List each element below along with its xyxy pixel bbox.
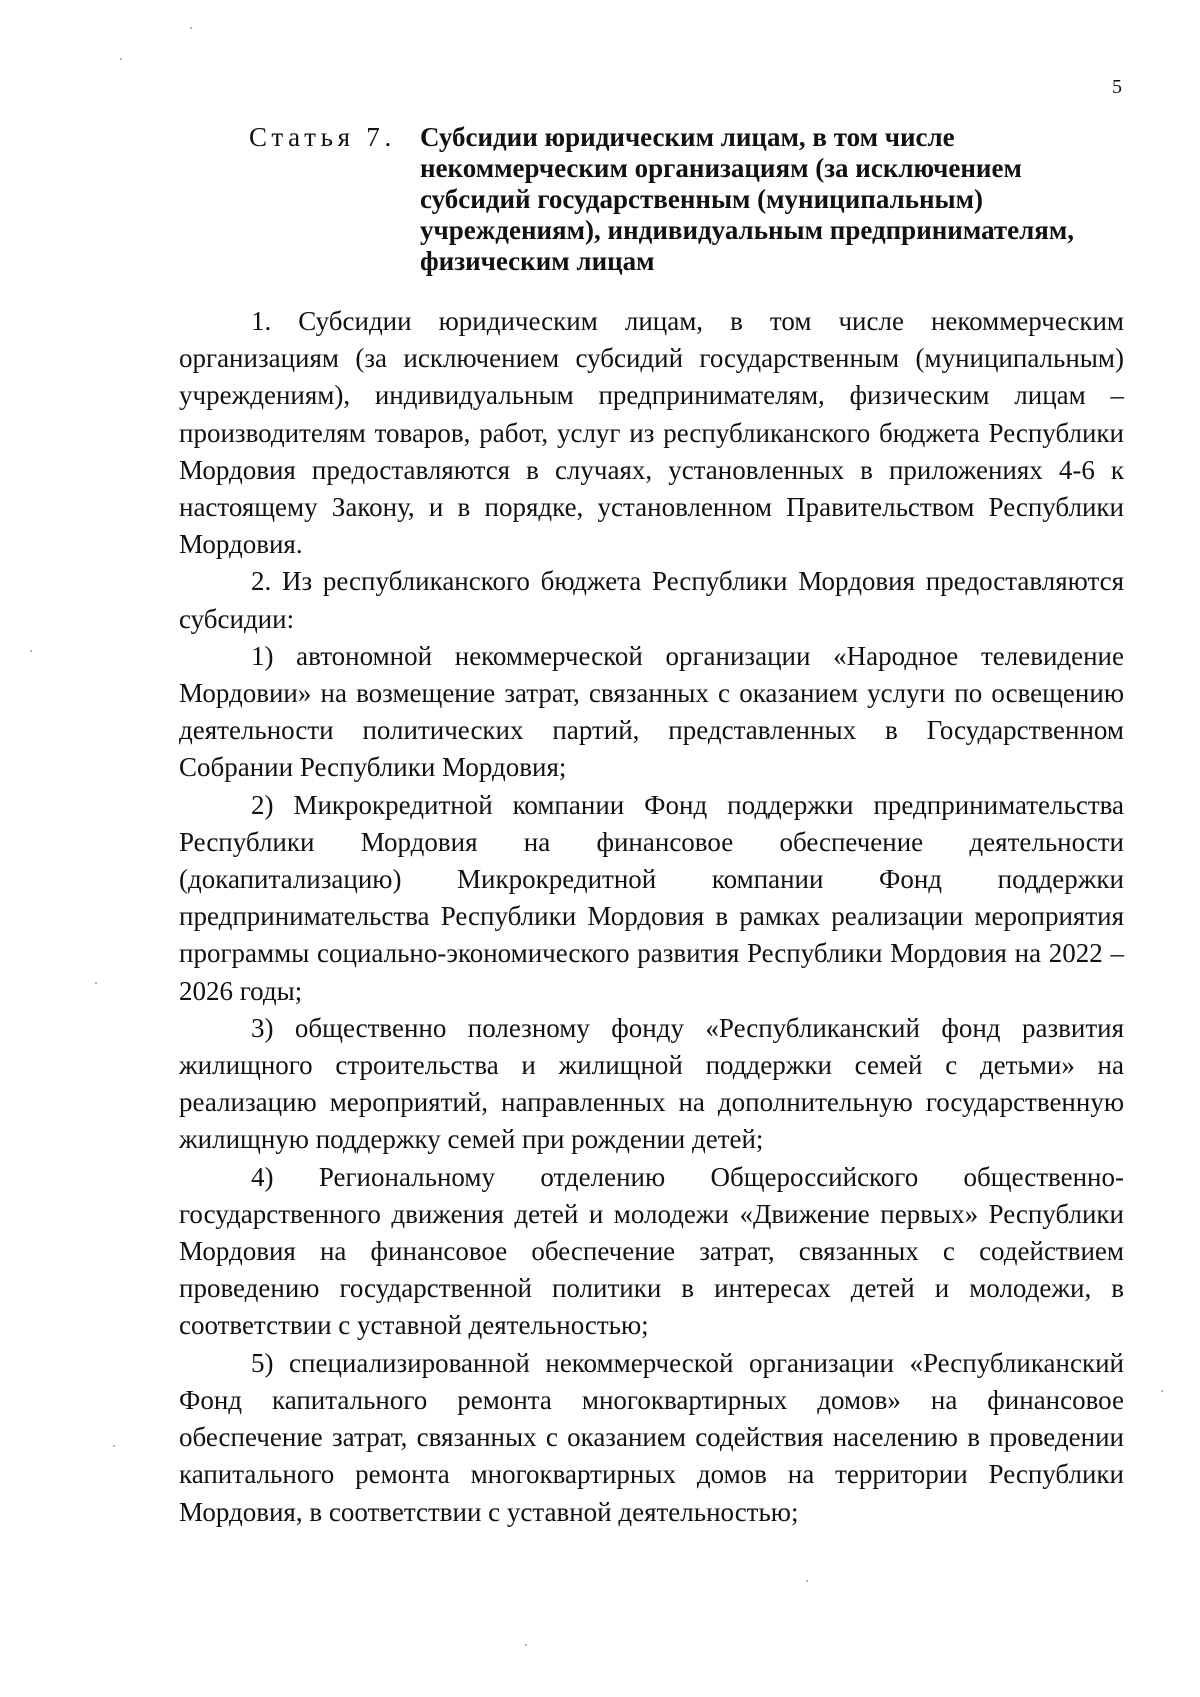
paragraph-2: 2. Из республиканского бюджета Республики Мордовия предоставляются субсидии: bbox=[179, 566, 1124, 634]
scan-speck bbox=[113, 1445, 115, 1447]
scan-speck bbox=[190, 27, 192, 29]
list-item-3: 3) общественно полезному фонду «Республиканский фонд развития жилищного строительства и жилищной поддержки семей с детьми» на реализацию мероприятий, направленных на дополнительную государственную жилищную поддержку семей при рождении детей; bbox=[179, 1012, 1124, 1155]
list-item-2: 2) Микрокредитной компании Фонд поддержки предпринимательства Республики Мордовия на финансовое обеспечение деятельности (докапитализацию) Микрокредитной компании Фонд поддержки предпринимательства Республики Мордовия в рамках реализации мероприятия программы социально-экономического развития Республики Мордовия на 2022 – 2026 годы; bbox=[179, 789, 1124, 1006]
list-item-5: 5) специализированной некоммерческой организации «Республиканский Фонд капитального ремонта многоквартирных домов» на финансовое обеспечение затрат, связанных с оказанием содействия населению в проведении капитального ремонта многоквартирных домов на территории Республики Мордовия, в соответствии с уставной деятельностью; bbox=[179, 1347, 1124, 1527]
scan-speck bbox=[95, 982, 97, 984]
paragraph-1: 1. Субсидии юридическим лицам, в том числе некоммерческим организациям (за исключением субсидий государственным (муниципальным) учреждениям), индивидуальным предпринимателям, физическим лицам – производителям товаров, работ, услуг из республиканского бюджета Республики Мордовия предоставляются в случаях, установленных в приложениях 4-6 к настоящему Закону, и в порядке, установленном Правительством Республики Мордовия. bbox=[179, 306, 1124, 560]
scan-speck bbox=[806, 1580, 808, 1582]
article-body bbox=[179, 303, 1124, 1531]
page-number: 5 bbox=[1112, 76, 1122, 98]
article-title: Субсидии юридическим лицам, в том числе некоммерческим организациям (за исключением субсидий государственным (муниципальным) учреждениям), индивидуальным предпринимателям, физическим лицам bbox=[420, 122, 1075, 276]
scan-speck bbox=[120, 58, 122, 60]
scan-speck bbox=[1161, 1390, 1163, 1392]
list-item-4: 4) Региональному отделению Общероссийского общественно-государственного движения детей и молодежи «Движение первых» Республики Мордовия на финансовое обеспечение затрат, связанных с содействием проведению государственной политики в интересах детей и молодежи, в соответствии с уставной деятельностью; bbox=[179, 1161, 1124, 1341]
list-item-1: 1) автономной некоммерческой организации «Народное телевидение Мордовии» на возмещение затрат, связанных с оказанием услуги по освещению деятельности политических партий, представленных в Государственном Собрании Республики Мордовия; bbox=[179, 640, 1124, 783]
scan-speck bbox=[30, 650, 32, 652]
article-heading bbox=[249, 122, 1129, 277]
scan-speck bbox=[525, 1644, 527, 1646]
article-prefix: Статья 7. bbox=[249, 122, 396, 152]
